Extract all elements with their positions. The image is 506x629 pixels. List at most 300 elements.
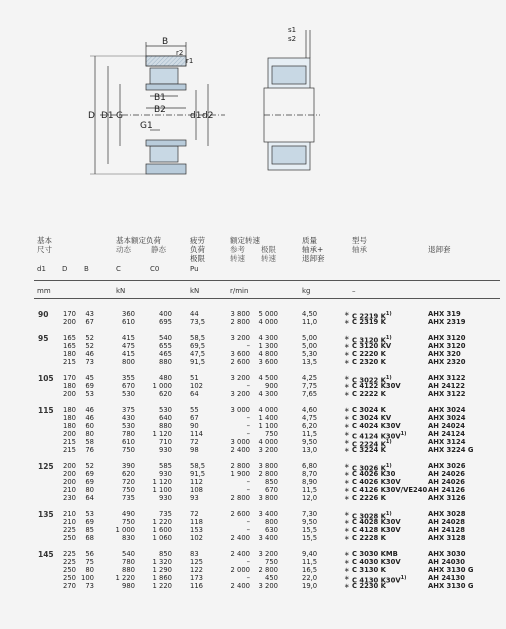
cell-designation — [352, 438, 392, 449]
cell-c0: 880 — [159, 422, 172, 430]
sym-C0: C0 — [150, 265, 160, 273]
cell-sleeve: AHX 3224 G — [428, 446, 474, 454]
cell-c: 530 — [122, 390, 135, 398]
cell-designation — [352, 566, 386, 574]
cell-ref: 2 400 — [230, 446, 250, 454]
cell-c: 540 — [122, 550, 135, 558]
star-marker-icon: ∗ — [344, 350, 350, 358]
cell-designation — [352, 470, 395, 478]
cell-sleeve: AHX 3126 — [428, 494, 466, 502]
cell-d: 250 — [63, 566, 76, 574]
cell-designation — [352, 462, 392, 473]
cell-ref: – — [246, 518, 250, 526]
cell-ref: – — [246, 558, 250, 566]
cell-lim: 4 000 — [258, 406, 278, 414]
designation-text: C 4026 K30 — [352, 470, 396, 478]
label-d2: d2 — [202, 111, 214, 121]
cell-mass: 7,75 — [302, 382, 318, 390]
header-designation: 型号 轴承 — [352, 236, 367, 254]
cell-d: 230 — [63, 494, 76, 502]
star-marker-icon: ∗ — [344, 310, 350, 318]
cell-c0: 1 290 — [152, 566, 172, 574]
star-marker-icon: ∗ — [344, 342, 350, 350]
cell-lim: 3 400 — [258, 534, 278, 542]
cell-c0: 930 — [159, 470, 172, 478]
cell-pu: 72 — [190, 438, 199, 446]
cell-pu: 69,5 — [190, 342, 206, 350]
designation-text: C 4028 K30V — [352, 518, 401, 526]
star-marker-icon: ∗ — [344, 566, 350, 574]
unit-mm: mm — [37, 287, 51, 295]
footnote-mark: 1) — [400, 431, 407, 437]
star-marker-icon: ∗ — [344, 430, 350, 438]
cell-sleeve: AH 24024 — [428, 422, 465, 430]
cell-d: 170 — [63, 374, 76, 382]
cell-ref: – — [246, 422, 250, 430]
cell-mass: 4,75 — [302, 414, 318, 422]
cell-mass: 9,50 — [302, 518, 318, 526]
cell-lim: 3 200 — [258, 582, 278, 590]
cell-c: 355 — [122, 374, 135, 382]
cell-pu: 91,5 — [190, 358, 206, 366]
cell-mass: 11,5 — [302, 430, 318, 438]
cell-designation — [352, 414, 391, 422]
cell-c0: 1 120 — [152, 430, 172, 438]
cell-lim: 750 — [265, 558, 278, 566]
cell-b: 52 — [85, 334, 94, 342]
cell-designation — [352, 318, 386, 326]
star-marker-icon: ∗ — [344, 518, 350, 526]
cell-pu: 58,5 — [190, 334, 206, 342]
cell-c: 670 — [122, 382, 135, 390]
label-B2: B2 — [154, 105, 166, 115]
cell-designation — [352, 486, 427, 494]
cell-pu: 112 — [190, 478, 203, 486]
cell-mass: 13,0 — [302, 446, 318, 454]
cell-b: 76 — [85, 446, 94, 454]
cell-mass: 15,5 — [302, 534, 318, 542]
cell-designation — [352, 478, 401, 486]
group-bore-diameter: 135 — [38, 510, 54, 519]
cell-mass: 4,25 — [302, 374, 318, 382]
cell-sleeve: AHX 319 — [428, 310, 461, 318]
cell-c: 750 — [122, 486, 135, 494]
cell-sleeve: AHX 3122 — [428, 374, 466, 382]
header-load-ratings: 基本额定负荷 动态 静态 — [116, 236, 166, 254]
cell-c: 390 — [122, 462, 135, 470]
cell-b: 69 — [85, 382, 94, 390]
cell-sleeve: AHX 320 — [428, 350, 461, 358]
cell-lim: 850 — [265, 478, 278, 486]
star-marker-icon: ∗ — [344, 374, 350, 382]
cell-pu: 116 — [190, 582, 203, 590]
cell-designation — [352, 350, 386, 358]
cell-sleeve: AHX 3124 — [428, 438, 466, 446]
star-marker-icon: ∗ — [344, 446, 350, 454]
cell-pu: 51 — [190, 374, 199, 382]
cell-mass: 8,90 — [302, 478, 318, 486]
designation-text: C 3120 KV — [352, 342, 392, 350]
designation-text: C 2219 K — [352, 312, 386, 321]
cell-pu: 102 — [190, 382, 203, 390]
cell-lim: 3 800 — [258, 494, 278, 502]
cell-mass: 9,50 — [302, 438, 318, 446]
cell-designation — [352, 374, 392, 385]
unit-kn: kN — [116, 287, 126, 295]
cell-lim: 670 — [265, 486, 278, 494]
cell-b: 52 — [85, 342, 94, 350]
cell-pu: 58,5 — [190, 462, 206, 470]
cell-designation — [352, 510, 392, 521]
cell-d: 210 — [63, 510, 76, 518]
star-marker-icon: ∗ — [344, 494, 350, 502]
header-sleeve: 退卸套 — [428, 245, 451, 254]
star-marker-icon: ∗ — [344, 318, 350, 326]
cell-pu: 67 — [190, 414, 199, 422]
label-d1: d1 — [190, 111, 202, 121]
cell-c: 830 — [122, 534, 135, 542]
cell-c: 800 — [122, 358, 135, 366]
cell-designation — [352, 382, 401, 390]
cell-d: 225 — [63, 550, 76, 558]
cell-c0: 930 — [159, 446, 172, 454]
header-main-dims: 基本 尺寸 — [37, 236, 52, 254]
cell-mass: 5,00 — [302, 342, 318, 350]
cell-d: 215 — [63, 438, 76, 446]
cell-lim: 4 000 — [258, 438, 278, 446]
cell-d: 250 — [63, 574, 76, 582]
cell-d: 250 — [63, 534, 76, 542]
cell-ref: 3 200 — [230, 374, 250, 382]
cell-c0: 1 220 — [152, 518, 172, 526]
cell-c0: 640 — [159, 414, 172, 422]
star-marker-icon: ∗ — [344, 574, 350, 582]
cell-ref: – — [246, 414, 250, 422]
label-G: G — [116, 111, 123, 121]
cell-d: 200 — [63, 318, 76, 326]
footnote-mark: 1) — [385, 311, 392, 317]
star-marker-icon: ∗ — [344, 358, 350, 366]
star-marker-icon: ∗ — [344, 550, 350, 558]
cell-d: 215 — [63, 446, 76, 454]
star-marker-icon: ∗ — [344, 478, 350, 486]
star-marker-icon: ∗ — [344, 486, 350, 494]
cell-b: 46 — [85, 406, 94, 414]
cell-b: 46 — [85, 414, 94, 422]
cell-sleeve: AHX 3120 — [428, 342, 466, 350]
cell-lim: 1 100 — [258, 422, 278, 430]
cell-pu: 108 — [190, 486, 203, 494]
label-B: B — [162, 37, 169, 47]
group-bore-diameter: 105 — [38, 374, 54, 383]
group-bore-diameter: 115 — [38, 406, 54, 415]
designation-text: C 2222 K — [352, 390, 386, 398]
cell-ref: – — [246, 526, 250, 534]
cell-d: 270 — [63, 582, 76, 590]
cell-c: 530 — [122, 422, 135, 430]
cell-lim: 3 600 — [258, 358, 278, 366]
star-marker-icon: ∗ — [344, 526, 350, 534]
cell-ref: 1 900 — [230, 470, 250, 478]
designation-text: C 3024 K — [352, 406, 386, 414]
cell-c0: 1 220 — [152, 582, 172, 590]
cell-b: 75 — [85, 558, 94, 566]
cell-c: 750 — [122, 446, 135, 454]
cell-sleeve: AH 24126 — [428, 486, 465, 494]
cell-sleeve: AHX 2319 — [428, 318, 466, 326]
label-s2: s2 — [288, 35, 297, 43]
cell-designation — [352, 334, 392, 345]
group-bore-diameter: 90 — [38, 310, 49, 319]
cell-c: 1 220 — [115, 574, 135, 582]
cell-mass: 8,70 — [302, 470, 318, 478]
cell-b: 69 — [85, 518, 94, 526]
sym-B: B — [84, 265, 89, 273]
cell-designation — [352, 550, 398, 558]
group-bore-diameter: 95 — [38, 334, 49, 343]
cell-d: 180 — [63, 382, 76, 390]
sym-Pu: Pu — [190, 265, 199, 273]
cell-mass: 11,0 — [302, 318, 318, 326]
designation-text: C 2320 K — [352, 358, 386, 366]
designation-text: C 2226 K — [352, 494, 386, 502]
cell-pu: 90 — [190, 422, 199, 430]
cell-d: 165 — [63, 342, 76, 350]
footnote-mark: 1) — [385, 375, 392, 381]
star-marker-icon: ∗ — [344, 382, 350, 390]
cell-d: 165 — [63, 334, 76, 342]
cell-pu: 91,5 — [190, 470, 206, 478]
cell-sleeve: AH 24122 — [428, 382, 465, 390]
designation-text: C 4024 K30V — [352, 422, 401, 430]
label-s1: s1 — [288, 26, 297, 34]
cell-c0: 695 — [159, 318, 172, 326]
cell-sleeve: AH 24130 — [428, 574, 465, 582]
cell-d: 210 — [63, 518, 76, 526]
footnote-mark: 1) — [385, 511, 392, 517]
cell-b: 64 — [85, 494, 94, 502]
cell-c0: 880 — [159, 358, 172, 366]
cell-mass: 11,5 — [302, 558, 318, 566]
cell-b: 67 — [85, 318, 94, 326]
star-marker-icon: ∗ — [344, 414, 350, 422]
cell-pu: 98 — [190, 446, 199, 454]
cell-designation — [352, 582, 386, 590]
cell-lim: 4 800 — [258, 350, 278, 358]
designation-text: C 3028 K — [352, 512, 386, 521]
cell-c0: 1 100 — [152, 486, 172, 494]
cell-designation — [352, 558, 401, 566]
cell-sleeve: AHX 3130 G — [428, 582, 474, 590]
cell-b: 53 — [85, 510, 94, 518]
cell-b: 52 — [85, 462, 94, 470]
designation-text: C 3120 K — [352, 336, 386, 345]
star-marker-icon: ∗ — [344, 558, 350, 566]
cell-d: 180 — [63, 422, 76, 430]
cell-d: 225 — [63, 526, 76, 534]
star-marker-icon: ∗ — [344, 534, 350, 542]
cell-pu: 72 — [190, 510, 199, 518]
cell-pu: 64 — [190, 390, 199, 398]
unit-kn-pu: kN — [190, 287, 200, 295]
cell-sleeve: AH 24026 — [428, 478, 465, 486]
cell-c0: 620 — [159, 390, 172, 398]
cell-b: 58 — [85, 438, 94, 446]
cell-sleeve: AHX 3128 — [428, 534, 466, 542]
cell-c0: 540 — [159, 334, 172, 342]
designation-text: C 3030 KMB — [352, 550, 398, 558]
cell-mass: 6,20 — [302, 422, 318, 430]
cell-c: 375 — [122, 406, 135, 414]
cell-sleeve: AHX 3130 G — [428, 566, 474, 574]
cell-mass: 5,00 — [302, 334, 318, 342]
cell-c: 360 — [122, 310, 135, 318]
cell-mass: 5,30 — [302, 350, 318, 358]
label-r1: r1 — [186, 57, 194, 65]
cell-designation — [352, 518, 401, 526]
cell-pu: 47,5 — [190, 350, 206, 358]
label-G1: G1 — [140, 121, 153, 131]
cell-b: 68 — [85, 534, 94, 542]
cell-lim: 4 000 — [258, 318, 278, 326]
cell-b: 85 — [85, 526, 94, 534]
cell-c: 475 — [122, 342, 135, 350]
designation-text: C 2319 K — [352, 318, 386, 326]
designation-text: C 4130 K30V — [352, 576, 401, 585]
header-mass: 质量 轴承+ 退卸套 — [302, 236, 325, 263]
cell-mass: 4,50 — [302, 310, 318, 318]
designation-text: C 4030 K30V — [352, 558, 401, 566]
cell-ref: – — [246, 342, 250, 350]
cell-designation — [352, 526, 401, 534]
star-marker-icon: ∗ — [344, 510, 350, 518]
cell-lim: 4 300 — [258, 334, 278, 342]
cell-c0: 465 — [159, 350, 172, 358]
cell-c: 415 — [122, 350, 135, 358]
cell-b: 69 — [85, 470, 94, 478]
cell-c: 610 — [122, 318, 135, 326]
cell-pu: 102 — [190, 534, 203, 542]
cell-c0: 400 — [159, 310, 172, 318]
cell-c: 1 000 — [115, 526, 135, 534]
cell-ref: 2 600 — [230, 358, 250, 366]
unit-kg: kg — [302, 287, 311, 295]
cell-c0: 655 — [159, 342, 172, 350]
cell-sleeve: AHX 3024 — [428, 414, 466, 422]
header-rule — [34, 280, 500, 281]
cell-lim: 900 — [265, 382, 278, 390]
cell-lim: 3 200 — [258, 550, 278, 558]
cell-mass: 7,65 — [302, 390, 318, 398]
star-marker-icon: ∗ — [344, 390, 350, 398]
group-bore-diameter: 125 — [38, 462, 54, 471]
group-bore-diameter: 145 — [38, 550, 54, 559]
cell-ref: 2 400 — [230, 534, 250, 542]
cell-pu: 125 — [190, 558, 203, 566]
cell-d: 200 — [63, 390, 76, 398]
cell-lim: 2 800 — [258, 470, 278, 478]
designation-text: C 4128 K30V — [352, 526, 401, 534]
cell-lim: 4 500 — [258, 374, 278, 382]
cell-mass: 12,0 — [302, 494, 318, 502]
cell-d: 170 — [63, 310, 76, 318]
cell-c0: 1 060 — [152, 534, 172, 542]
cell-ref: 2 400 — [230, 582, 250, 590]
cell-designation — [352, 406, 386, 414]
cell-b: 80 — [85, 486, 94, 494]
cell-c0: 480 — [159, 374, 172, 382]
cell-c0: 1 860 — [152, 574, 172, 582]
cell-sleeve: AH 24026 — [428, 470, 465, 478]
cell-d: 180 — [63, 406, 76, 414]
cell-lim: 800 — [265, 518, 278, 526]
designation-text: C 2224 K — [352, 440, 386, 449]
cell-ref: 2 400 — [230, 550, 250, 558]
cell-c0: 850 — [159, 550, 172, 558]
cell-c: 720 — [122, 478, 135, 486]
cell-designation — [352, 390, 386, 398]
label-r2: r2 — [176, 49, 184, 57]
label-D1: D1 — [101, 111, 114, 121]
cell-c0: 530 — [159, 406, 172, 414]
cell-ref: – — [246, 430, 250, 438]
cell-ref: 2 800 — [230, 494, 250, 502]
star-marker-icon: ∗ — [344, 334, 350, 342]
cell-d: 225 — [63, 558, 76, 566]
cell-ref: 3 200 — [230, 334, 250, 342]
cell-sleeve: AHX 3120 — [428, 334, 466, 342]
cell-pu: 114 — [190, 430, 203, 438]
footnote-mark: 1) — [385, 439, 392, 445]
cell-sleeve: AHX 3028 — [428, 510, 466, 518]
cell-lim: 3 800 — [258, 462, 278, 470]
cell-d: 180 — [63, 350, 76, 358]
cell-mass: 15,5 — [302, 526, 318, 534]
cell-designation — [352, 422, 401, 430]
cell-lim: 4 300 — [258, 390, 278, 398]
designation-text: C 3024 KV — [352, 414, 392, 422]
designation-text: C 2228 K — [352, 534, 386, 542]
cell-pu: 55 — [190, 406, 199, 414]
designation-text: C 3224 K — [352, 446, 386, 454]
cell-designation — [352, 446, 386, 454]
footnote-mark: 1) — [400, 575, 407, 581]
cell-sleeve: AHX 2320 — [428, 358, 466, 366]
cell-sleeve: AHX 3030 — [428, 550, 466, 558]
cell-c: 735 — [122, 494, 135, 502]
cell-sleeve: AH 24030 — [428, 558, 465, 566]
cell-sleeve: AH 24124 — [428, 430, 465, 438]
cell-ref: 3 000 — [230, 406, 250, 414]
cell-ref: 2 000 — [230, 566, 250, 574]
cell-mass: 9,40 — [302, 550, 318, 558]
cell-lim: 3 200 — [258, 446, 278, 454]
cell-c0: 930 — [159, 494, 172, 502]
cell-c: 980 — [122, 582, 135, 590]
cell-b: 43 — [85, 310, 94, 318]
star-marker-icon: ∗ — [344, 582, 350, 590]
cell-c0: 1 120 — [152, 478, 172, 486]
cell-lim: 3 400 — [258, 510, 278, 518]
star-marker-icon: ∗ — [344, 470, 350, 478]
cell-pu: 118 — [190, 518, 203, 526]
cell-pu: 153 — [190, 526, 203, 534]
cell-d: 215 — [63, 358, 76, 366]
cell-mass: 4,60 — [302, 406, 318, 414]
cell-ref: – — [246, 478, 250, 486]
cell-b: 45 — [85, 374, 94, 382]
cell-b: 80 — [85, 430, 94, 438]
